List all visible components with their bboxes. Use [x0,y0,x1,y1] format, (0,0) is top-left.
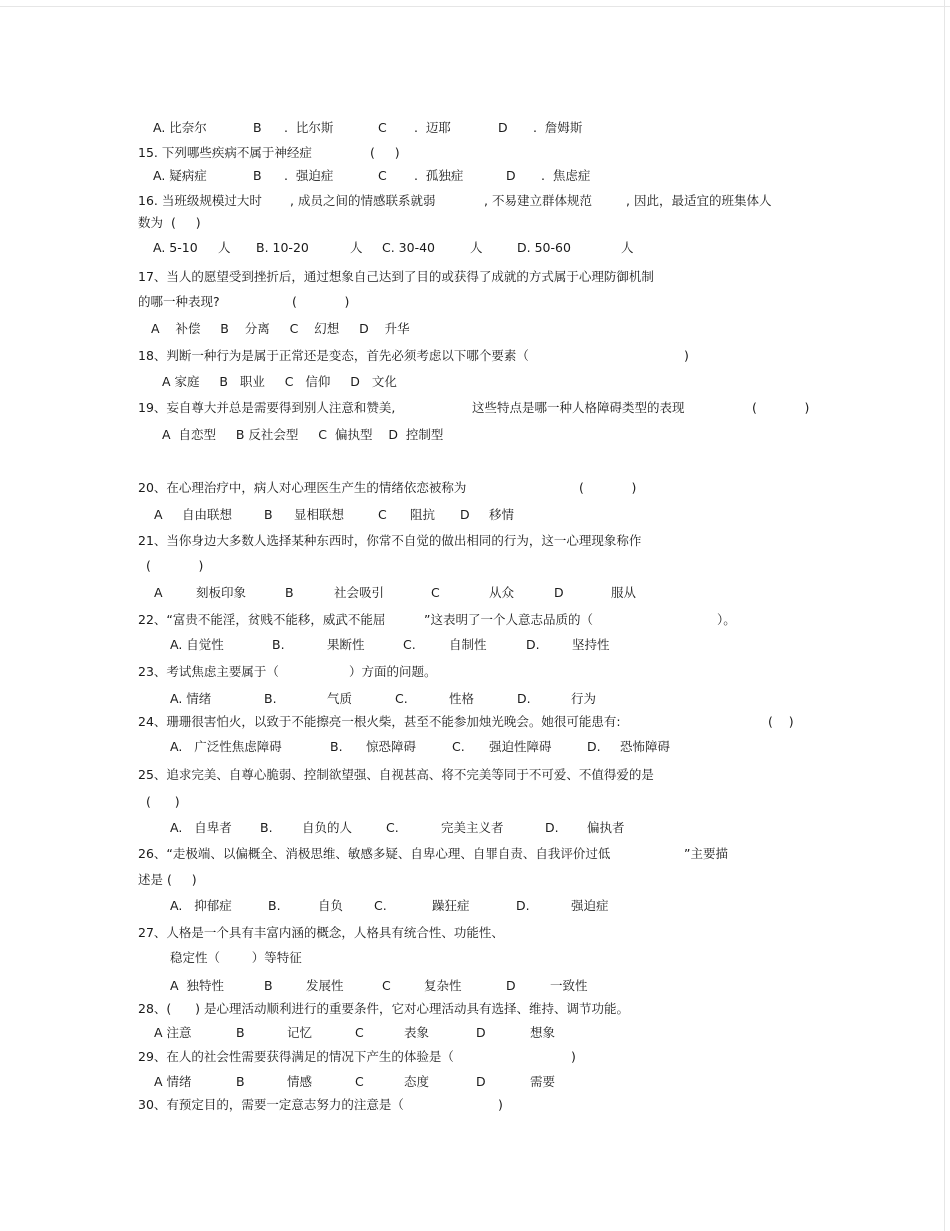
option-text: 强迫症 [571,898,609,913]
question-24: 24、珊珊很害怕火，以致于不能擦亮一根火柴，甚至不能参加烛光晚会。她很可能患有: [138,714,621,729]
option-text: C. 30-40 [382,240,435,255]
option-letter: C. [452,739,465,754]
option-text: 自由联想 [182,507,233,522]
option-text: 复杂性 [424,978,462,993]
option-text: 刻板印象 [196,585,247,600]
option-text: 偏执者 [587,820,625,835]
answer-blank: ( ) [146,794,180,809]
option-text: 表象 [404,1025,430,1040]
option-text: 记忆 [287,1025,313,1040]
question-20: 20、在心理治疗中，病人对心理医生产生的情绪依恋被称为 [138,480,467,495]
option-text: 移情 [489,507,515,522]
option-text: 显相联想 [294,507,345,522]
option-line: A. 5-10 [153,240,198,255]
question-text: 这些特点是哪一种人格障碍类型的表现 [472,400,685,415]
option-line: A. 比奈尔 [153,120,207,135]
page-top-border [0,6,950,7]
option-letter: D [460,507,470,522]
option-line: A 独特性 [170,978,224,993]
option-text: . 比尔斯 [284,120,334,135]
option-text: 从众 [489,585,515,600]
option-text: 自负的人 [302,820,353,835]
option-text: 惊恐障碍 [366,739,417,754]
option-letter: D. [517,691,531,706]
question-text: ”主要描 [684,846,728,861]
answer-blank: ) [498,1097,503,1112]
answer-blank: ( ) [292,294,350,309]
option-letter: B. [260,820,273,835]
option-text: 果断性 [327,637,365,652]
option-text: B. 10-20 [256,240,309,255]
option-letter: D. [526,637,540,652]
option-unit: 人 [621,240,634,255]
option-text: 情感 [287,1074,313,1089]
question-text: , 不易建立群体规范 [484,193,592,208]
option-text: . 强迫症 [284,168,334,183]
option-line: A. 自卑者 [170,820,232,835]
option-text: 发展性 [306,978,344,993]
question-22: 22、“富贵不能淫，贫贱不能移，威武不能屈 [138,612,386,627]
option-letter: B [253,168,262,183]
answer-blank: ) [684,348,689,363]
question-30: 30、有预定目的，需要一定意志努力的注意是（ [138,1097,404,1112]
answer-blank: ( ) [768,714,794,729]
option-text: 自负 [318,898,344,913]
option-text: 完美主义者 [441,820,504,835]
option-text: 恐怖障碍 [620,739,671,754]
option-line: A. 情绪 [170,691,212,706]
option-line: A 补偿 B 分离 C 幻想 D 升华 [151,321,410,336]
option-text: 阻抗 [410,507,436,522]
option-letter: B. [330,739,343,754]
option-letter: C [382,978,391,993]
option-line: A 家庭 B 职业 C 信仰 D 文化 [162,374,397,389]
question-text: ”这表明了一个人意志品质的（ [424,612,593,627]
question-26-cont: 述是 ( ) [138,872,197,887]
option-text: 自制性 [449,637,487,652]
option-text: 躁狂症 [432,898,470,913]
option-text: 坚持性 [572,637,610,652]
option-letter: C [431,585,440,600]
question-text: , 成员之间的情感联系就弱 [290,193,436,208]
option-text: D. 50-60 [517,240,571,255]
option-letter: B [236,1025,245,1040]
option-letter: C [355,1025,364,1040]
question-16-cont: 数为 ( ) [138,215,201,230]
question-29: 29、在人的社会性需要获得满足的情况下产生的体验是（ [138,1049,454,1064]
option-text: 一致性 [550,978,588,993]
option-letter: D [506,168,516,183]
option-letter: D [498,120,508,135]
option-text: 服从 [611,585,637,600]
option-text: . 孤独症 [414,168,464,183]
question-text: ）方面的问题。 [349,664,437,679]
option-text: 气质 [327,691,353,706]
option-letter: C [355,1074,364,1089]
page-right-border [944,0,945,1231]
option-unit: 人 [470,240,483,255]
question-17-cont: 的哪一种表现? [138,294,220,309]
option-letter: B. [264,691,277,706]
option-text: 想象 [530,1025,556,1040]
option-text: 行为 [571,691,597,706]
option-letter: C. [395,691,408,706]
option-text: 强迫性障碍 [489,739,552,754]
option-letter: D [554,585,564,600]
option-text: . 詹姆斯 [533,120,583,135]
option-line: A 情绪 [154,1074,192,1089]
question-26: 26、“走极端、以偏概全、消极思维、敏感多疑、自卑心理、自罪自责、自我评价过低 [138,846,611,861]
question-21: 21、当你身边大多数人选择某种东西时，你常不自觉的做出相同的行为，这一心理现象称作 [138,533,642,548]
option-letter: D. [516,898,530,913]
option-letter: C. [403,637,416,652]
option-unit: 人 [350,240,363,255]
option-letter: D [476,1025,486,1040]
option-letter: B [264,507,273,522]
question-16: 16. 当班级规模过大时 [138,193,262,208]
answer-blank: ( ) [579,480,637,495]
option-text: 需要 [530,1074,556,1089]
answer-blank: ( ) [752,400,810,415]
answer-blank: ) [571,1049,576,1064]
question-27-cont: 稳定性（ ）等特征 [170,950,302,965]
option-text: 性格 [449,691,475,706]
option-text: 社会吸引 [334,585,385,600]
question-18: 18、判断一种行为是属于正常还是变态，首先必须考虑以下哪个要素（ [138,348,529,363]
question-text: , 因此，最适宜的班集体人 [626,193,772,208]
option-text: . 焦虑症 [541,168,591,183]
question-15: 15. 下列哪些疾病不属于神经症 [138,145,312,160]
option-letter: C [378,507,387,522]
option-letter: D. [545,820,559,835]
option-letter: B [264,978,273,993]
option-letter: C. [374,898,387,913]
option-letter: C. [386,820,399,835]
question-text: ）。 [717,612,736,627]
option-letter: B. [272,637,285,652]
option-letter: D [476,1074,486,1089]
option-letter: C [378,168,387,183]
option-letter: B [253,120,262,135]
option-line: A. 自觉性 [170,637,224,652]
option-letter: B. [268,898,281,913]
question-28: 28、( ) 是心理活动顺利进行的重要条件，它对心理活动具有选择、维持、调节功能。 [138,1001,629,1016]
option-line: A. 抑郁症 [170,898,232,913]
option-letter: A [154,585,163,600]
option-letter: D [506,978,516,993]
option-unit: 人 [218,240,231,255]
option-letter: D. [587,739,601,754]
question-19: 19、妄自尊大并总是需要得到别人注意和赞美, [138,400,396,415]
question-27: 27、人格是一个具有丰富内涵的概念，人格具有统合性、功能性、 [138,925,504,940]
answer-blank: ( ) [370,145,400,160]
question-17: 17、当人的愿望受到挫折后，通过想象自己达到了目的或获得了成就的方式属于心理防御机制 [138,269,654,284]
option-line: A 注意 [154,1025,192,1040]
question-25: 25、追求完美、自尊心脆弱、控制欲望强、自视甚高、将不完美等同于不可爱、不值得爱的是 [138,767,654,782]
question-23: 23、考试焦虑主要属于（ [138,664,279,679]
option-text: . 迈耶 [414,120,451,135]
option-text: 态度 [404,1074,430,1089]
option-letter: B [236,1074,245,1089]
option-line: A. 广泛性焦虑障碍 [170,739,282,754]
option-line: A. 疑病症 [153,168,207,183]
option-letter: C [378,120,387,135]
option-letter: A [154,507,163,522]
option-letter: B [285,585,294,600]
option-line: A 自恋型 B 反社会型 C 偏执型 D 控制型 [162,427,444,442]
answer-blank: ( ) [146,558,204,573]
